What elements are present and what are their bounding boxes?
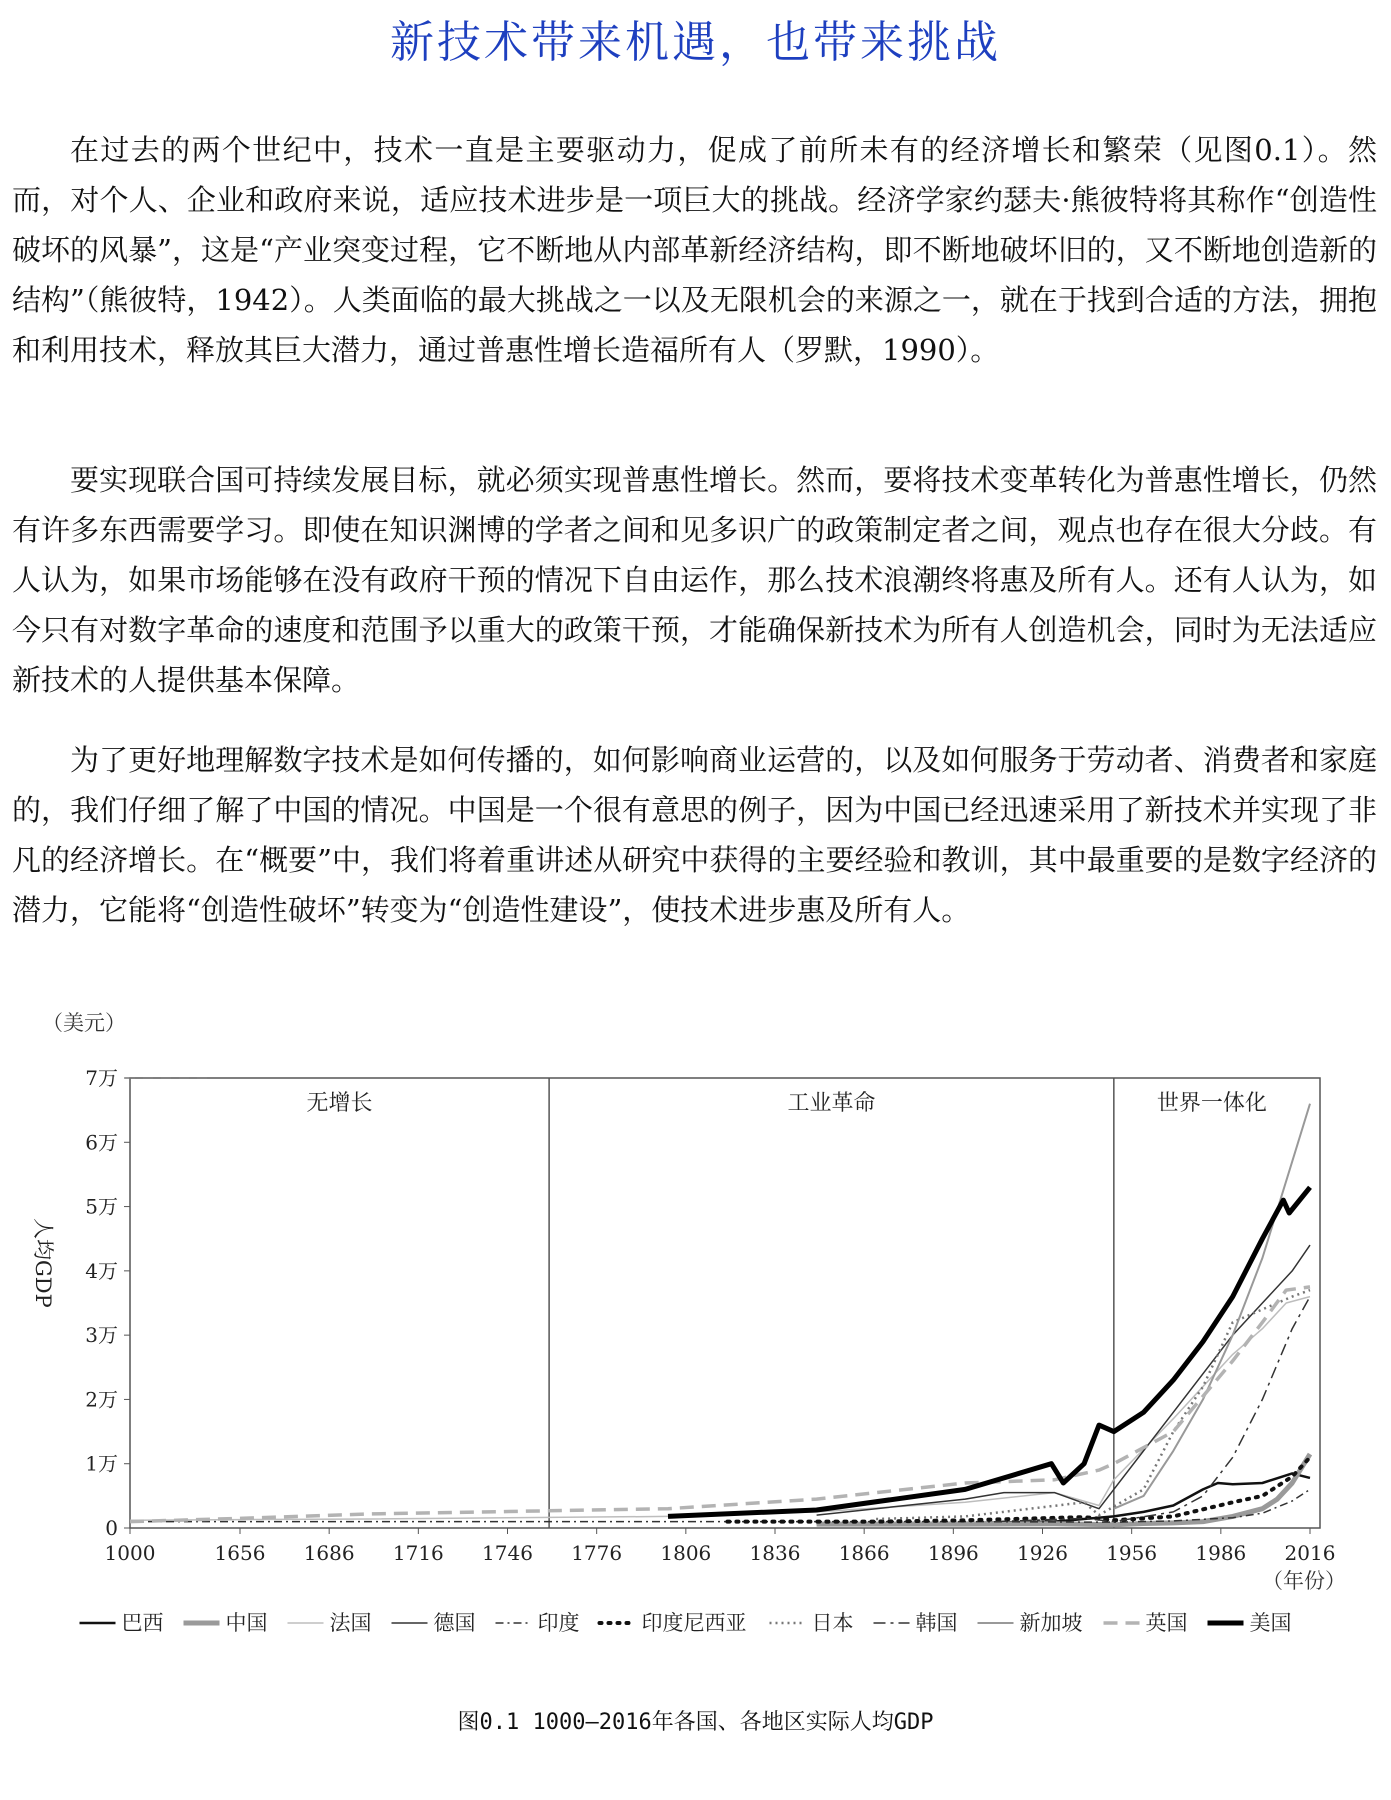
legend-label: 德国 xyxy=(433,1611,476,1635)
paragraph-1: 在过去的两个世纪中，技术一直是主要驱动力，促成了前所未有的经济增长和繁荣（见图0.1）。然而，对个人、企业和政府来说，适应技术进步是一项巨大的挑战。经济学家约瑟夫·熊彼特将其称作“创造性破坏的风暴”，这是“产业突变过程，它不断地从内部革新经济结构，即不断地破坏旧的，又不断地创造新的结构”（熊彼特，1942）。人类面临的最大挑战之一以及无限机会的来源之一，就在于找到合适的方法，拥抱和利用技术，释放其巨大潜力，通过普惠性增长造福所有人（罗默，1990）。 xyxy=(12,133,1377,367)
legend-label: 巴西 xyxy=(121,1611,164,1635)
legend-label: 新加坡 xyxy=(1019,1611,1083,1635)
y-tick-label: 3万 xyxy=(85,1323,118,1348)
y-axis-label: 人均GDP xyxy=(31,1218,55,1308)
series-line xyxy=(130,1297,1310,1521)
x-tick-label: 1956 xyxy=(1106,1541,1158,1565)
x-unit-label: （年份） xyxy=(1262,1569,1346,1593)
legend-label: 法国 xyxy=(329,1611,372,1635)
x-tick-label: 1776 xyxy=(571,1541,623,1565)
x-tick-label: 2016 xyxy=(1284,1541,1336,1565)
x-tick-label: 1926 xyxy=(1017,1541,1068,1565)
y-tick-label: 5万 xyxy=(85,1194,118,1219)
y-tick-label: 4万 xyxy=(85,1258,118,1283)
region-label: 无增长 xyxy=(306,1091,373,1116)
series-line xyxy=(995,1297,1310,1522)
legend-label: 日本 xyxy=(811,1611,854,1635)
series-line xyxy=(668,1187,1310,1516)
series-line xyxy=(130,1287,1310,1522)
paragraph-3: 为了更好地理解数字技术是如何传播的，如何影响商业运营的，以及如何服务于劳动者、消费者和家庭的，我们仔细了解了中国的情况。中国是一个很有意思的例子，因为中国已经迅速采用了新技术并实现了非凡的经济增长。在“概要”中，我们将着重讲述从研究中获得的主要经验和教训，其中最重要的是数字经济的潜力，它能将“创造性破坏”转变为“创造性建设”，使技术进步惠及所有人。 xyxy=(12,743,1377,927)
legend-label: 韩国 xyxy=(915,1611,958,1635)
x-tick-label: 1986 xyxy=(1195,1541,1247,1565)
x-tick-label: 1716 xyxy=(392,1541,444,1565)
x-tick-label: 1896 xyxy=(927,1541,979,1565)
y-tick-label: 6万 xyxy=(85,1130,118,1155)
region-label: 世界一体化 xyxy=(1156,1091,1267,1116)
y-tick-label: 1万 xyxy=(85,1451,118,1476)
page-title: 新技术带来机遇，也带来挑战 xyxy=(390,17,1001,68)
x-tick-label: 1000 xyxy=(104,1541,156,1565)
y-unit-label: （美元） xyxy=(42,1011,126,1035)
x-tick-label: 1806 xyxy=(660,1541,712,1565)
legend-label: 印度尼西亚 xyxy=(641,1611,747,1635)
legend-label: 美国 xyxy=(1249,1611,1292,1635)
figure-caption: 图0.1 1000—2016年各国、各地区实际人均GDP xyxy=(457,1710,934,1735)
x-tick-label: 1836 xyxy=(749,1541,801,1565)
gdp-line-chart xyxy=(0,990,1391,1680)
x-tick-label: 1866 xyxy=(838,1541,890,1565)
x-tick-label: 1746 xyxy=(482,1541,533,1565)
paragraph-2: 要实现联合国可持续发展目标，就必须实现普惠性增长。然而，要将技术变革转化为普惠性增长，仍然有许多东西需要学习。即使在知识渊博的学者之间和见多识广的政策制定者之间，观点也存在很大分歧。有人认为，如果市场能够在没有政府干预的情况下自由运作，那么技术浪潮终将惠及所有人。还有人认为，如今只有对数字革命的速度和范围予以重大的政策干预，才能确保新技术为所有人创造机会，同时为无法适应新技术的人提供基本保障。 xyxy=(12,463,1377,697)
legend-label: 中国 xyxy=(225,1611,268,1635)
region-label: 工业革命 xyxy=(787,1091,876,1116)
legend-label: 印度 xyxy=(537,1611,580,1635)
plot-frame xyxy=(130,1078,1320,1528)
x-tick-label: 1686 xyxy=(303,1541,355,1565)
legend-label: 英国 xyxy=(1145,1611,1188,1635)
y-tick-label: 7万 xyxy=(85,1066,118,1090)
x-tick-label: 1656 xyxy=(214,1541,266,1565)
y-tick-label: 2万 xyxy=(85,1387,118,1412)
y-tick-label: 0 xyxy=(105,1516,118,1540)
